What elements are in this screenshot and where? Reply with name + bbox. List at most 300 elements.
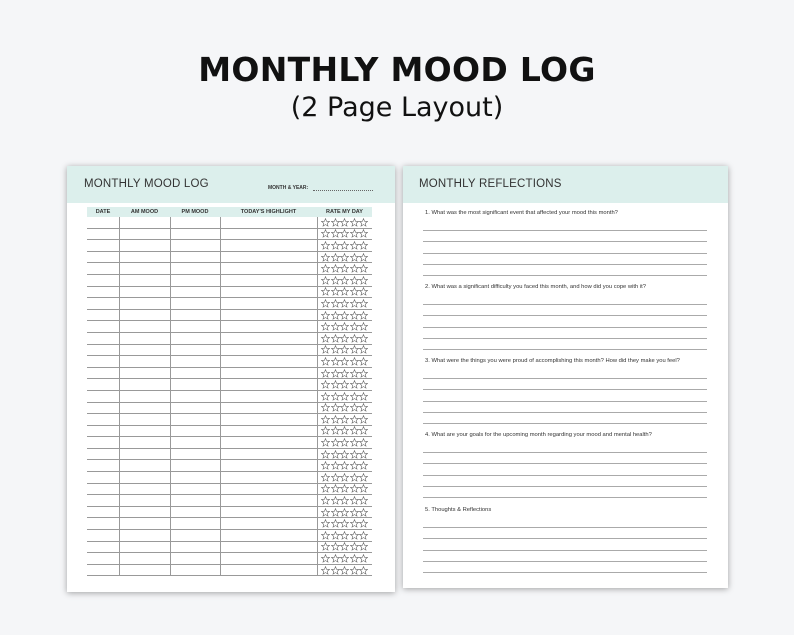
entry-cell[interactable] (220, 425, 317, 437)
star-icon[interactable] (331, 450, 340, 459)
entry-cell[interactable] (119, 228, 170, 240)
star-icon[interactable] (350, 334, 359, 343)
entry-cell[interactable] (119, 379, 170, 391)
star-icon[interactable] (340, 357, 349, 366)
star-icon[interactable] (331, 542, 340, 551)
star-icon[interactable] (340, 345, 349, 354)
star-icon[interactable] (331, 438, 340, 447)
entry-cell[interactable] (170, 332, 220, 344)
star-icon[interactable] (350, 241, 359, 250)
rating-cell[interactable] (317, 263, 372, 275)
star-icon[interactable] (340, 461, 349, 470)
star-icon[interactable] (359, 345, 368, 354)
star-icon[interactable] (340, 450, 349, 459)
star-icon[interactable] (359, 392, 368, 401)
answer-line[interactable] (423, 349, 707, 350)
star-icon[interactable] (359, 311, 368, 320)
entry-cell[interactable] (170, 437, 220, 449)
entry-cell[interactable] (220, 402, 317, 414)
star-icon[interactable] (321, 403, 330, 412)
entry-cell[interactable] (87, 437, 119, 449)
entry-cell[interactable] (220, 356, 317, 368)
star-icon[interactable] (331, 496, 340, 505)
answer-line[interactable] (423, 327, 707, 328)
star-icon[interactable] (359, 380, 368, 389)
entry-cell[interactable] (220, 309, 317, 321)
entry-cell[interactable] (87, 367, 119, 379)
answer-line[interactable] (423, 550, 707, 551)
answer-line[interactable] (423, 561, 707, 562)
star-icon[interactable] (350, 461, 359, 470)
answer-line[interactable] (423, 412, 707, 413)
rating-cell[interactable] (317, 402, 372, 414)
entry-cell[interactable] (220, 553, 317, 565)
star-icon[interactable] (359, 554, 368, 563)
entry-cell[interactable] (119, 298, 170, 310)
entry-cell[interactable] (119, 251, 170, 263)
star-icon[interactable] (331, 322, 340, 331)
entry-cell[interactable] (220, 228, 317, 240)
entry-cell[interactable] (220, 390, 317, 402)
star-icon[interactable] (321, 345, 330, 354)
entry-cell[interactable] (119, 321, 170, 333)
star-icon[interactable] (331, 369, 340, 378)
star-icon[interactable] (340, 334, 349, 343)
star-icon[interactable] (331, 287, 340, 296)
star-icon[interactable] (350, 508, 359, 517)
star-icon[interactable] (340, 438, 349, 447)
answer-line[interactable] (423, 315, 707, 316)
rating-cell[interactable] (317, 530, 372, 542)
entry-cell[interactable] (87, 332, 119, 344)
entry-cell[interactable] (220, 274, 317, 286)
rating-cell[interactable] (317, 564, 372, 576)
rating-cell[interactable] (317, 425, 372, 437)
star-icon[interactable] (359, 218, 368, 227)
answer-line[interactable] (423, 497, 707, 498)
star-icon[interactable] (340, 311, 349, 320)
star-icon[interactable] (359, 253, 368, 262)
star-icon[interactable] (340, 484, 349, 493)
star-icon[interactable] (350, 473, 359, 482)
star-icon[interactable] (331, 264, 340, 273)
star-icon[interactable] (321, 531, 330, 540)
star-icon[interactable] (340, 229, 349, 238)
star-icon[interactable] (321, 566, 330, 575)
entry-cell[interactable] (170, 553, 220, 565)
entry-cell[interactable] (170, 217, 220, 228)
star-icon[interactable] (331, 218, 340, 227)
entry-cell[interactable] (170, 472, 220, 484)
star-icon[interactable] (340, 531, 349, 540)
entry-cell[interactable] (170, 367, 220, 379)
entry-cell[interactable] (170, 263, 220, 275)
entry-cell[interactable] (87, 344, 119, 356)
star-icon[interactable] (350, 415, 359, 424)
month-year-field[interactable] (313, 190, 373, 191)
answer-line[interactable] (423, 275, 707, 276)
entry-cell[interactable] (87, 286, 119, 298)
star-icon[interactable] (350, 496, 359, 505)
entry-cell[interactable] (170, 402, 220, 414)
entry-cell[interactable] (170, 321, 220, 333)
entry-cell[interactable] (220, 495, 317, 507)
entry-cell[interactable] (119, 553, 170, 565)
star-icon[interactable] (331, 345, 340, 354)
star-icon[interactable] (331, 531, 340, 540)
star-icon[interactable] (359, 484, 368, 493)
entry-cell[interactable] (170, 460, 220, 472)
rating-cell[interactable] (317, 240, 372, 252)
star-icon[interactable] (321, 508, 330, 517)
star-icon[interactable] (340, 426, 349, 435)
entry-cell[interactable] (170, 390, 220, 402)
entry-cell[interactable] (220, 344, 317, 356)
star-icon[interactable] (331, 426, 340, 435)
star-icon[interactable] (359, 450, 368, 459)
star-icon[interactable] (359, 461, 368, 470)
entry-cell[interactable] (87, 564, 119, 576)
answer-line[interactable] (423, 572, 707, 573)
answer-line[interactable] (423, 230, 707, 231)
entry-cell[interactable] (87, 251, 119, 263)
entry-cell[interactable] (220, 379, 317, 391)
star-icon[interactable] (350, 566, 359, 575)
star-icon[interactable] (359, 287, 368, 296)
entry-cell[interactable] (170, 518, 220, 530)
entry-cell[interactable] (170, 240, 220, 252)
entry-cell[interactable] (220, 506, 317, 518)
star-icon[interactable] (350, 218, 359, 227)
star-icon[interactable] (350, 519, 359, 528)
star-icon[interactable] (331, 484, 340, 493)
entry-cell[interactable] (87, 217, 119, 228)
star-icon[interactable] (359, 542, 368, 551)
rating-cell[interactable] (317, 448, 372, 460)
star-icon[interactable] (321, 276, 330, 285)
star-icon[interactable] (331, 299, 340, 308)
rating-cell[interactable] (317, 309, 372, 321)
star-icon[interactable] (350, 484, 359, 493)
star-icon[interactable] (340, 253, 349, 262)
entry-cell[interactable] (170, 483, 220, 495)
entry-cell[interactable] (220, 541, 317, 553)
star-icon[interactable] (321, 450, 330, 459)
entry-cell[interactable] (119, 356, 170, 368)
entry-cell[interactable] (119, 274, 170, 286)
star-icon[interactable] (321, 392, 330, 401)
star-icon[interactable] (350, 542, 359, 551)
star-icon[interactable] (321, 461, 330, 470)
entry-cell[interactable] (119, 332, 170, 344)
star-icon[interactable] (321, 287, 330, 296)
entry-cell[interactable] (119, 541, 170, 553)
star-icon[interactable] (359, 229, 368, 238)
star-icon[interactable] (331, 311, 340, 320)
rating-cell[interactable] (317, 472, 372, 484)
star-icon[interactable] (321, 322, 330, 331)
star-icon[interactable] (350, 531, 359, 540)
star-icon[interactable] (331, 508, 340, 517)
entry-cell[interactable] (170, 448, 220, 460)
star-icon[interactable] (350, 403, 359, 412)
entry-cell[interactable] (220, 217, 317, 228)
entry-cell[interactable] (170, 564, 220, 576)
rating-cell[interactable] (317, 321, 372, 333)
star-icon[interactable] (321, 299, 330, 308)
star-icon[interactable] (331, 229, 340, 238)
entry-cell[interactable] (220, 240, 317, 252)
star-icon[interactable] (331, 380, 340, 389)
entry-cell[interactable] (119, 367, 170, 379)
star-icon[interactable] (340, 287, 349, 296)
star-icon[interactable] (359, 566, 368, 575)
star-icon[interactable] (359, 322, 368, 331)
entry-cell[interactable] (170, 356, 220, 368)
entry-cell[interactable] (119, 425, 170, 437)
rating-cell[interactable] (317, 356, 372, 368)
entry-cell[interactable] (220, 460, 317, 472)
star-icon[interactable] (340, 276, 349, 285)
star-icon[interactable] (321, 496, 330, 505)
star-icon[interactable] (350, 426, 359, 435)
entry-cell[interactable] (119, 460, 170, 472)
star-icon[interactable] (359, 357, 368, 366)
star-icon[interactable] (350, 345, 359, 354)
entry-cell[interactable] (220, 518, 317, 530)
entry-cell[interactable] (119, 483, 170, 495)
entry-cell[interactable] (220, 321, 317, 333)
star-icon[interactable] (321, 415, 330, 424)
rating-cell[interactable] (317, 228, 372, 240)
star-icon[interactable] (340, 299, 349, 308)
star-icon[interactable] (340, 566, 349, 575)
entry-cell[interactable] (119, 240, 170, 252)
entry-cell[interactable] (87, 483, 119, 495)
entry-cell[interactable] (87, 228, 119, 240)
star-icon[interactable] (359, 473, 368, 482)
star-icon[interactable] (340, 542, 349, 551)
entry-cell[interactable] (119, 564, 170, 576)
entry-cell[interactable] (170, 228, 220, 240)
star-icon[interactable] (321, 519, 330, 528)
answer-line[interactable] (423, 304, 707, 305)
entry-cell[interactable] (220, 483, 317, 495)
rating-cell[interactable] (317, 437, 372, 449)
rating-cell[interactable] (317, 286, 372, 298)
rating-cell[interactable] (317, 332, 372, 344)
entry-cell[interactable] (87, 402, 119, 414)
star-icon[interactable] (359, 531, 368, 540)
rating-cell[interactable] (317, 251, 372, 263)
star-icon[interactable] (340, 369, 349, 378)
entry-cell[interactable] (220, 286, 317, 298)
star-icon[interactable] (350, 253, 359, 262)
star-icon[interactable] (350, 287, 359, 296)
rating-cell[interactable] (317, 367, 372, 379)
star-icon[interactable] (359, 438, 368, 447)
star-icon[interactable] (350, 392, 359, 401)
answer-line[interactable] (423, 486, 707, 487)
entry-cell[interactable] (87, 541, 119, 553)
star-icon[interactable] (340, 473, 349, 482)
star-icon[interactable] (321, 253, 330, 262)
rating-cell[interactable] (317, 414, 372, 426)
entry-cell[interactable] (220, 564, 317, 576)
star-icon[interactable] (350, 380, 359, 389)
entry-cell[interactable] (119, 437, 170, 449)
star-icon[interactable] (350, 264, 359, 273)
entry-cell[interactable] (119, 344, 170, 356)
entry-cell[interactable] (119, 448, 170, 460)
star-icon[interactable] (321, 473, 330, 482)
star-icon[interactable] (350, 369, 359, 378)
star-icon[interactable] (340, 380, 349, 389)
star-icon[interactable] (359, 508, 368, 517)
entry-cell[interactable] (170, 414, 220, 426)
answer-line[interactable] (423, 378, 707, 379)
star-icon[interactable] (331, 473, 340, 482)
answer-line[interactable] (423, 389, 707, 390)
star-icon[interactable] (340, 403, 349, 412)
entry-cell[interactable] (170, 344, 220, 356)
entry-cell[interactable] (87, 274, 119, 286)
entry-cell[interactable] (87, 448, 119, 460)
star-icon[interactable] (321, 438, 330, 447)
star-icon[interactable] (359, 426, 368, 435)
entry-cell[interactable] (87, 356, 119, 368)
entry-cell[interactable] (170, 379, 220, 391)
star-icon[interactable] (331, 357, 340, 366)
rating-cell[interactable] (317, 379, 372, 391)
entry-cell[interactable] (220, 298, 317, 310)
rating-cell[interactable] (317, 506, 372, 518)
rating-cell[interactable] (317, 518, 372, 530)
star-icon[interactable] (340, 554, 349, 563)
entry-cell[interactable] (220, 367, 317, 379)
entry-cell[interactable] (170, 495, 220, 507)
entry-cell[interactable] (87, 425, 119, 437)
star-icon[interactable] (359, 334, 368, 343)
star-icon[interactable] (340, 496, 349, 505)
entry-cell[interactable] (87, 518, 119, 530)
answer-line[interactable] (423, 264, 707, 265)
star-icon[interactable] (359, 369, 368, 378)
star-icon[interactable] (350, 276, 359, 285)
answer-line[interactable] (423, 475, 707, 476)
star-icon[interactable] (340, 508, 349, 517)
rating-cell[interactable] (317, 298, 372, 310)
star-icon[interactable] (321, 484, 330, 493)
star-icon[interactable] (350, 229, 359, 238)
answer-line[interactable] (423, 463, 707, 464)
entry-cell[interactable] (119, 217, 170, 228)
star-icon[interactable] (350, 554, 359, 563)
star-icon[interactable] (340, 241, 349, 250)
rating-cell[interactable] (317, 541, 372, 553)
star-icon[interactable] (359, 403, 368, 412)
star-icon[interactable] (359, 415, 368, 424)
entry-cell[interactable] (220, 332, 317, 344)
entry-cell[interactable] (119, 495, 170, 507)
star-icon[interactable] (321, 426, 330, 435)
entry-cell[interactable] (170, 251, 220, 263)
entry-cell[interactable] (170, 298, 220, 310)
star-icon[interactable] (321, 542, 330, 551)
entry-cell[interactable] (87, 263, 119, 275)
entry-cell[interactable] (87, 298, 119, 310)
entry-cell[interactable] (220, 448, 317, 460)
star-icon[interactable] (331, 415, 340, 424)
star-icon[interactable] (331, 241, 340, 250)
rating-cell[interactable] (317, 274, 372, 286)
star-icon[interactable] (321, 334, 330, 343)
star-icon[interactable] (359, 241, 368, 250)
entry-cell[interactable] (119, 472, 170, 484)
entry-cell[interactable] (87, 506, 119, 518)
star-icon[interactable] (331, 403, 340, 412)
star-icon[interactable] (340, 218, 349, 227)
entry-cell[interactable] (170, 541, 220, 553)
entry-cell[interactable] (119, 506, 170, 518)
star-icon[interactable] (359, 519, 368, 528)
star-icon[interactable] (321, 229, 330, 238)
entry-cell[interactable] (119, 309, 170, 321)
star-icon[interactable] (350, 322, 359, 331)
star-icon[interactable] (331, 519, 340, 528)
entry-cell[interactable] (87, 495, 119, 507)
star-icon[interactable] (331, 392, 340, 401)
star-icon[interactable] (321, 369, 330, 378)
star-icon[interactable] (350, 299, 359, 308)
entry-cell[interactable] (220, 472, 317, 484)
entry-cell[interactable] (170, 425, 220, 437)
entry-cell[interactable] (119, 286, 170, 298)
star-icon[interactable] (321, 264, 330, 273)
entry-cell[interactable] (170, 506, 220, 518)
entry-cell[interactable] (170, 530, 220, 542)
star-icon[interactable] (359, 276, 368, 285)
answer-line[interactable] (423, 241, 707, 242)
entry-cell[interactable] (220, 414, 317, 426)
star-icon[interactable] (350, 450, 359, 459)
star-icon[interactable] (321, 357, 330, 366)
rating-cell[interactable] (317, 553, 372, 565)
answer-line[interactable] (423, 338, 707, 339)
entry-cell[interactable] (87, 553, 119, 565)
star-icon[interactable] (331, 276, 340, 285)
entry-cell[interactable] (220, 263, 317, 275)
entry-cell[interactable] (87, 379, 119, 391)
answer-line[interactable] (423, 423, 707, 424)
star-icon[interactable] (350, 357, 359, 366)
answer-line[interactable] (423, 538, 707, 539)
answer-line[interactable] (423, 253, 707, 254)
star-icon[interactable] (359, 496, 368, 505)
answer-line[interactable] (423, 527, 707, 528)
star-icon[interactable] (340, 392, 349, 401)
entry-cell[interactable] (87, 321, 119, 333)
star-icon[interactable] (331, 566, 340, 575)
entry-cell[interactable] (119, 414, 170, 426)
entry-cell[interactable] (87, 472, 119, 484)
entry-cell[interactable] (87, 460, 119, 472)
star-icon[interactable] (350, 311, 359, 320)
star-icon[interactable] (359, 299, 368, 308)
star-icon[interactable] (331, 554, 340, 563)
star-icon[interactable] (321, 554, 330, 563)
entry-cell[interactable] (119, 530, 170, 542)
